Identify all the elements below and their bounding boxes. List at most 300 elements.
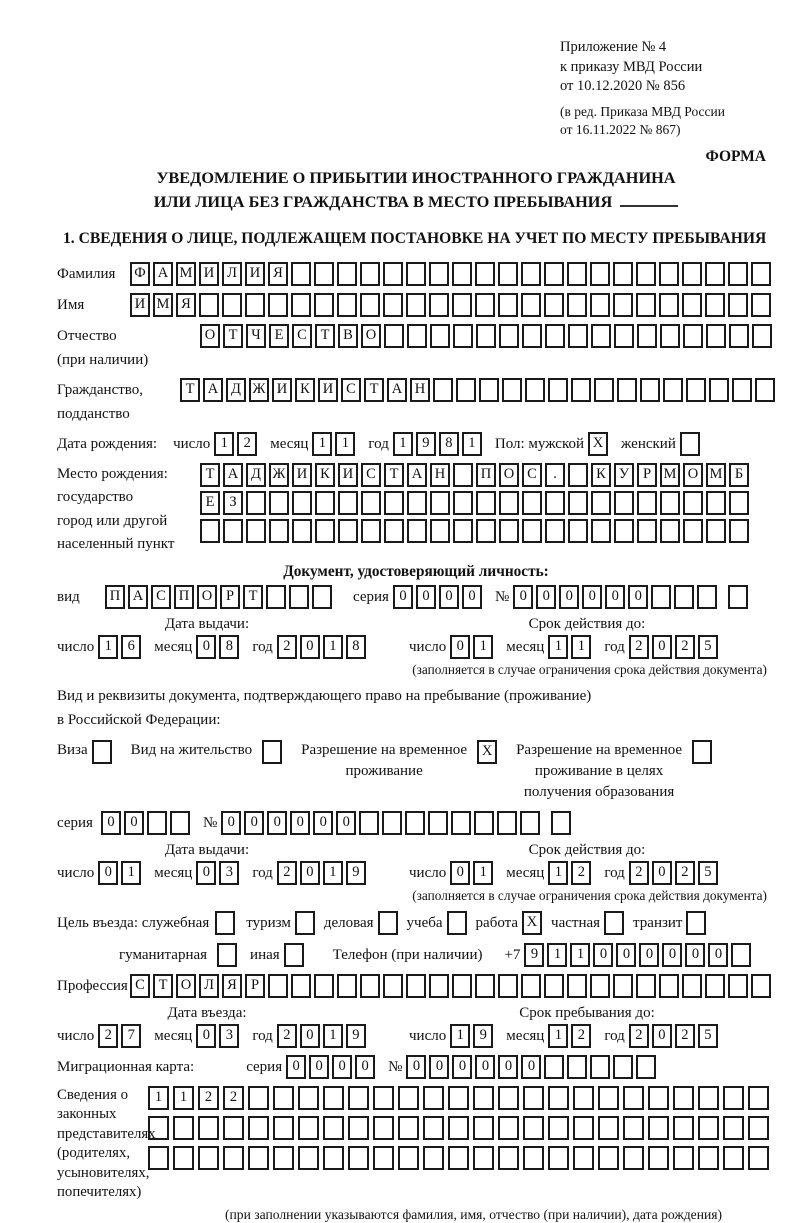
birthplace-char-box[interactable]: Т bbox=[384, 463, 404, 487]
profession-char-box[interactable] bbox=[291, 974, 311, 998]
migration-card-number-box[interactable]: 0 bbox=[406, 1055, 426, 1079]
birthplace-char-box[interactable] bbox=[430, 519, 450, 543]
firstname-char-box[interactable] bbox=[291, 293, 311, 317]
representatives-char-box[interactable] bbox=[323, 1116, 344, 1140]
residence-number-box[interactable]: 0 bbox=[244, 811, 264, 835]
patronymic-char-box[interactable]: Т bbox=[223, 324, 243, 348]
birthplace-char-box[interactable] bbox=[591, 491, 611, 515]
doc-kind-char-box[interactable]: Р bbox=[220, 585, 240, 609]
doc-issue-year-box[interactable]: 0 bbox=[300, 635, 320, 659]
phone-digit-box[interactable]: 1 bbox=[547, 943, 567, 967]
migration-card-number-box[interactable] bbox=[590, 1055, 610, 1079]
profession-char-box[interactable] bbox=[544, 974, 564, 998]
residence-number-box[interactable] bbox=[382, 811, 402, 835]
doc-kind-char-box[interactable] bbox=[266, 585, 286, 609]
phone-digit-box[interactable]: 0 bbox=[685, 943, 705, 967]
representatives-char-box[interactable] bbox=[698, 1146, 719, 1170]
representatives-char-box[interactable] bbox=[573, 1086, 594, 1110]
migration-card-number-box[interactable]: 0 bbox=[452, 1055, 472, 1079]
patronymic-char-box[interactable]: Е bbox=[269, 324, 289, 348]
birthplace-char-box[interactable] bbox=[292, 491, 312, 515]
citizenship-char-box[interactable]: Ж bbox=[249, 378, 269, 402]
entry-until-year-box[interactable]: 5 bbox=[698, 1024, 718, 1048]
visa-checkbox[interactable] bbox=[92, 740, 112, 764]
birthplace-char-box[interactable] bbox=[384, 491, 404, 515]
representatives-char-box[interactable] bbox=[598, 1146, 619, 1170]
citizenship-char-box[interactable]: И bbox=[272, 378, 292, 402]
residence-valid-day-box[interactable]: 1 bbox=[473, 861, 493, 885]
birthplace-char-box[interactable]: М bbox=[660, 463, 680, 487]
patronymic-char-box[interactable] bbox=[729, 324, 749, 348]
profession-char-box[interactable] bbox=[268, 974, 288, 998]
patronymic-char-box[interactable]: Т bbox=[315, 324, 335, 348]
birthplace-char-box[interactable] bbox=[545, 519, 565, 543]
residence-valid-month-box[interactable]: 2 bbox=[571, 861, 591, 885]
doc-number-box[interactable]: 0 bbox=[536, 585, 556, 609]
surname-char-box[interactable] bbox=[659, 262, 679, 286]
doc-kind-char-box[interactable] bbox=[289, 585, 309, 609]
migration-card-number-box[interactable]: 0 bbox=[498, 1055, 518, 1079]
birthplace-char-box[interactable] bbox=[407, 491, 427, 515]
doc-valid-year-box[interactable]: 0 bbox=[652, 635, 672, 659]
representatives-char-box[interactable] bbox=[698, 1086, 719, 1110]
birthplace-char-box[interactable]: З bbox=[223, 491, 243, 515]
birthplace-char-box[interactable]: И bbox=[292, 463, 312, 487]
residence-number-box[interactable]: 0 bbox=[267, 811, 287, 835]
profession-char-box[interactable] bbox=[728, 974, 748, 998]
entry-until-year-box[interactable]: 2 bbox=[629, 1024, 649, 1048]
doc-issue-month-box[interactable]: 0 bbox=[196, 635, 216, 659]
residence-number-box[interactable] bbox=[428, 811, 448, 835]
migration-card-number-box[interactable]: 0 bbox=[521, 1055, 541, 1079]
patronymic-char-box[interactable] bbox=[660, 324, 680, 348]
representatives-char-box[interactable] bbox=[348, 1116, 369, 1140]
representatives-char-box[interactable] bbox=[698, 1116, 719, 1140]
residence-series-box[interactable] bbox=[170, 811, 190, 835]
representatives-char-box[interactable] bbox=[398, 1086, 419, 1110]
birthplace-char-box[interactable] bbox=[683, 491, 703, 515]
residence-number-box[interactable] bbox=[451, 811, 471, 835]
profession-char-box[interactable] bbox=[498, 974, 518, 998]
surname-char-box[interactable] bbox=[475, 262, 495, 286]
surname-char-box[interactable] bbox=[728, 262, 748, 286]
birthplace-char-box[interactable] bbox=[729, 519, 749, 543]
purpose-study-checkbox[interactable] bbox=[447, 911, 467, 935]
migration-card-number-box[interactable] bbox=[544, 1055, 564, 1079]
citizenship-char-box[interactable]: С bbox=[341, 378, 361, 402]
firstname-char-box[interactable] bbox=[659, 293, 679, 317]
firstname-char-box[interactable] bbox=[337, 293, 357, 317]
profession-char-box[interactable] bbox=[613, 974, 633, 998]
representatives-char-box[interactable] bbox=[248, 1146, 269, 1170]
surname-char-box[interactable] bbox=[751, 262, 771, 286]
patronymic-char-box[interactable] bbox=[637, 324, 657, 348]
phone-digit-box[interactable]: 0 bbox=[639, 943, 659, 967]
birthplace-char-box[interactable] bbox=[499, 519, 519, 543]
phone-digit-box[interactable]: 0 bbox=[616, 943, 636, 967]
purpose-official-checkbox[interactable] bbox=[215, 911, 235, 935]
doc-issue-year-box[interactable]: 1 bbox=[323, 635, 343, 659]
doc-kind-char-box[interactable]: С bbox=[151, 585, 171, 609]
birthplace-char-box[interactable]: П bbox=[476, 463, 496, 487]
entry-year-box[interactable]: 0 bbox=[300, 1024, 320, 1048]
birthplace-char-box[interactable] bbox=[384, 519, 404, 543]
representatives-char-box[interactable] bbox=[623, 1086, 644, 1110]
representatives-char-box[interactable] bbox=[573, 1116, 594, 1140]
citizenship-char-box[interactable] bbox=[640, 378, 660, 402]
representatives-char-box[interactable] bbox=[173, 1116, 194, 1140]
birthplace-char-box[interactable] bbox=[453, 519, 473, 543]
firstname-char-box[interactable] bbox=[728, 293, 748, 317]
patronymic-char-box[interactable] bbox=[499, 324, 519, 348]
doc-number-box[interactable]: 0 bbox=[605, 585, 625, 609]
representatives-char-box[interactable] bbox=[323, 1146, 344, 1170]
birthplace-char-box[interactable] bbox=[660, 491, 680, 515]
birth-year-box[interactable]: 1 bbox=[393, 432, 413, 456]
firstname-char-box[interactable] bbox=[498, 293, 518, 317]
doc-series-box[interactable]: 0 bbox=[416, 585, 436, 609]
citizenship-char-box[interactable]: Т bbox=[364, 378, 384, 402]
firstname-char-box[interactable] bbox=[590, 293, 610, 317]
birthplace-char-box[interactable]: Ж bbox=[269, 463, 289, 487]
surname-char-box[interactable] bbox=[337, 262, 357, 286]
residence-series-box[interactable]: 0 bbox=[101, 811, 121, 835]
profession-char-box[interactable] bbox=[360, 974, 380, 998]
doc-valid-day-box[interactable]: 1 bbox=[473, 635, 493, 659]
representatives-char-box[interactable] bbox=[598, 1086, 619, 1110]
surname-char-box[interactable] bbox=[682, 262, 702, 286]
purpose-other-checkbox[interactable] bbox=[284, 943, 304, 967]
profession-char-box[interactable]: Я bbox=[222, 974, 242, 998]
representatives-char-box[interactable] bbox=[148, 1146, 169, 1170]
representatives-char-box[interactable] bbox=[298, 1116, 319, 1140]
representatives-char-box[interactable] bbox=[248, 1086, 269, 1110]
representatives-char-box[interactable] bbox=[473, 1086, 494, 1110]
doc-number-box[interactable] bbox=[651, 585, 671, 609]
doc-valid-year-box[interactable]: 2 bbox=[675, 635, 695, 659]
doc-valid-month-box[interactable]: 1 bbox=[548, 635, 568, 659]
patronymic-char-box[interactable] bbox=[453, 324, 473, 348]
migration-card-number-box[interactable] bbox=[567, 1055, 587, 1079]
residence-issue-year-box[interactable]: 9 bbox=[346, 861, 366, 885]
entry-until-month-box[interactable]: 2 bbox=[571, 1024, 591, 1048]
birthplace-char-box[interactable] bbox=[522, 491, 542, 515]
phone-digit-box[interactable]: 0 bbox=[662, 943, 682, 967]
representatives-char-box[interactable] bbox=[423, 1116, 444, 1140]
firstname-char-box[interactable] bbox=[406, 293, 426, 317]
representatives-char-box[interactable] bbox=[498, 1116, 519, 1140]
doc-number-box[interactable]: 0 bbox=[513, 585, 533, 609]
profession-char-box[interactable] bbox=[636, 974, 656, 998]
firstname-char-box[interactable] bbox=[429, 293, 449, 317]
birthplace-char-box[interactable] bbox=[200, 519, 220, 543]
surname-char-box[interactable] bbox=[429, 262, 449, 286]
birthplace-char-box[interactable] bbox=[637, 491, 657, 515]
birth-day-box[interactable]: 2 bbox=[237, 432, 257, 456]
birthplace-char-box[interactable] bbox=[269, 491, 289, 515]
surname-char-box[interactable]: Я bbox=[268, 262, 288, 286]
firstname-char-box[interactable] bbox=[544, 293, 564, 317]
representatives-char-box[interactable]: 1 bbox=[148, 1086, 169, 1110]
birth-year-box[interactable]: 1 bbox=[462, 432, 482, 456]
profession-char-box[interactable]: С bbox=[130, 974, 150, 998]
representatives-char-box[interactable] bbox=[298, 1146, 319, 1170]
representatives-char-box[interactable] bbox=[448, 1146, 469, 1170]
profession-char-box[interactable] bbox=[705, 974, 725, 998]
birthplace-char-box[interactable] bbox=[637, 519, 657, 543]
entry-day-box[interactable]: 7 bbox=[121, 1024, 141, 1048]
residence-number-box[interactable] bbox=[405, 811, 425, 835]
residence-issue-month-box[interactable]: 3 bbox=[219, 861, 239, 885]
representatives-char-box[interactable] bbox=[498, 1146, 519, 1170]
residence-issue-day-box[interactable]: 0 bbox=[98, 861, 118, 885]
birthplace-char-box[interactable] bbox=[522, 519, 542, 543]
representatives-char-box[interactable] bbox=[373, 1086, 394, 1110]
firstname-char-box[interactable] bbox=[199, 293, 219, 317]
citizenship-char-box[interactable] bbox=[433, 378, 453, 402]
profession-char-box[interactable] bbox=[337, 974, 357, 998]
representatives-char-box[interactable] bbox=[273, 1116, 294, 1140]
residence-issue-year-box[interactable]: 2 bbox=[277, 861, 297, 885]
phone-digit-box[interactable]: 1 bbox=[570, 943, 590, 967]
surname-char-box[interactable]: А bbox=[153, 262, 173, 286]
patronymic-char-box[interactable]: О bbox=[200, 324, 220, 348]
firstname-char-box[interactable] bbox=[613, 293, 633, 317]
birthplace-char-box[interactable] bbox=[476, 491, 496, 515]
patronymic-char-box[interactable] bbox=[614, 324, 634, 348]
birth-year-box[interactable]: 9 bbox=[416, 432, 436, 456]
firstname-char-box[interactable]: Я bbox=[176, 293, 196, 317]
representatives-char-box[interactable] bbox=[523, 1116, 544, 1140]
patronymic-char-box[interactable] bbox=[545, 324, 565, 348]
citizenship-char-box[interactable]: А bbox=[203, 378, 223, 402]
birthplace-char-box[interactable] bbox=[338, 519, 358, 543]
representatives-char-box[interactable] bbox=[323, 1086, 344, 1110]
representatives-char-box[interactable] bbox=[148, 1116, 169, 1140]
residence-issue-year-box[interactable]: 1 bbox=[323, 861, 343, 885]
representatives-char-box[interactable] bbox=[548, 1116, 569, 1140]
doc-kind-char-box[interactable] bbox=[312, 585, 332, 609]
birth-year-box[interactable]: 8 bbox=[439, 432, 459, 456]
representatives-char-box[interactable] bbox=[423, 1146, 444, 1170]
citizenship-char-box[interactable]: А bbox=[387, 378, 407, 402]
birthplace-char-box[interactable] bbox=[591, 519, 611, 543]
citizenship-char-box[interactable] bbox=[594, 378, 614, 402]
profession-char-box[interactable] bbox=[682, 974, 702, 998]
migration-card-number-box[interactable] bbox=[613, 1055, 633, 1079]
doc-number-box[interactable] bbox=[728, 585, 748, 609]
profession-char-box[interactable] bbox=[521, 974, 541, 998]
doc-number-box[interactable]: 0 bbox=[559, 585, 579, 609]
birthplace-char-box[interactable] bbox=[660, 519, 680, 543]
birthplace-char-box[interactable] bbox=[706, 519, 726, 543]
surname-char-box[interactable] bbox=[383, 262, 403, 286]
birthplace-char-box[interactable] bbox=[614, 491, 634, 515]
representatives-char-box[interactable] bbox=[723, 1086, 744, 1110]
profession-char-box[interactable] bbox=[429, 974, 449, 998]
surname-char-box[interactable] bbox=[452, 262, 472, 286]
representatives-char-box[interactable] bbox=[498, 1086, 519, 1110]
purpose-humanitarian-checkbox[interactable] bbox=[217, 943, 237, 967]
representatives-char-box[interactable] bbox=[723, 1116, 744, 1140]
birthplace-char-box[interactable] bbox=[568, 463, 588, 487]
surname-char-box[interactable] bbox=[590, 262, 610, 286]
birthplace-char-box[interactable]: С bbox=[522, 463, 542, 487]
patronymic-char-box[interactable] bbox=[568, 324, 588, 348]
birthplace-char-box[interactable] bbox=[614, 519, 634, 543]
birthplace-char-box[interactable] bbox=[453, 463, 473, 487]
migration-card-series-box[interactable]: 0 bbox=[309, 1055, 329, 1079]
profession-char-box[interactable]: Л bbox=[199, 974, 219, 998]
residence-valid-year-box[interactable]: 5 bbox=[698, 861, 718, 885]
profession-char-box[interactable] bbox=[314, 974, 334, 998]
purpose-tourism-checkbox[interactable] bbox=[295, 911, 315, 935]
doc-valid-day-box[interactable]: 0 bbox=[450, 635, 470, 659]
surname-char-box[interactable] bbox=[544, 262, 564, 286]
patronymic-char-box[interactable]: О bbox=[361, 324, 381, 348]
birthplace-char-box[interactable]: Д bbox=[246, 463, 266, 487]
patronymic-char-box[interactable]: С bbox=[292, 324, 312, 348]
doc-kind-char-box[interactable]: П bbox=[174, 585, 194, 609]
representatives-char-box[interactable] bbox=[623, 1116, 644, 1140]
profession-char-box[interactable] bbox=[567, 974, 587, 998]
birthplace-char-box[interactable]: Р bbox=[637, 463, 657, 487]
edu-permit-checkbox[interactable] bbox=[692, 740, 712, 764]
representatives-char-box[interactable] bbox=[648, 1086, 669, 1110]
representatives-char-box[interactable] bbox=[348, 1146, 369, 1170]
citizenship-char-box[interactable] bbox=[617, 378, 637, 402]
representatives-char-box[interactable] bbox=[523, 1086, 544, 1110]
migration-card-series-box[interactable]: 0 bbox=[332, 1055, 352, 1079]
doc-issue-year-box[interactable]: 8 bbox=[346, 635, 366, 659]
patronymic-char-box[interactable] bbox=[752, 324, 772, 348]
firstname-char-box[interactable] bbox=[751, 293, 771, 317]
surname-char-box[interactable] bbox=[360, 262, 380, 286]
birthplace-char-box[interactable] bbox=[706, 491, 726, 515]
patronymic-char-box[interactable] bbox=[522, 324, 542, 348]
representatives-char-box[interactable] bbox=[523, 1146, 544, 1170]
entry-month-box[interactable]: 3 bbox=[219, 1024, 239, 1048]
doc-valid-year-box[interactable]: 5 bbox=[698, 635, 718, 659]
representatives-char-box[interactable] bbox=[198, 1146, 219, 1170]
surname-char-box[interactable]: М bbox=[176, 262, 196, 286]
surname-char-box[interactable] bbox=[705, 262, 725, 286]
representatives-char-box[interactable]: 2 bbox=[198, 1086, 219, 1110]
patronymic-char-box[interactable] bbox=[476, 324, 496, 348]
representatives-char-box[interactable] bbox=[473, 1146, 494, 1170]
doc-number-box[interactable]: 0 bbox=[628, 585, 648, 609]
representatives-char-box[interactable] bbox=[373, 1116, 394, 1140]
patronymic-char-box[interactable] bbox=[683, 324, 703, 348]
purpose-work-checkbox[interactable]: X bbox=[522, 911, 542, 935]
residence-valid-year-box[interactable]: 2 bbox=[629, 861, 649, 885]
firstname-char-box[interactable]: М bbox=[153, 293, 173, 317]
birthplace-char-box[interactable] bbox=[246, 519, 266, 543]
citizenship-char-box[interactable] bbox=[571, 378, 591, 402]
doc-number-box[interactable] bbox=[697, 585, 717, 609]
doc-kind-char-box[interactable]: Т bbox=[243, 585, 263, 609]
firstname-char-box[interactable] bbox=[705, 293, 725, 317]
representatives-char-box[interactable] bbox=[448, 1116, 469, 1140]
residence-number-box[interactable] bbox=[359, 811, 379, 835]
representatives-char-box[interactable] bbox=[273, 1086, 294, 1110]
phone-digit-box[interactable]: 9 bbox=[524, 943, 544, 967]
birthplace-char-box[interactable] bbox=[292, 519, 312, 543]
representatives-char-box[interactable] bbox=[598, 1116, 619, 1140]
surname-char-box[interactable] bbox=[291, 262, 311, 286]
representatives-char-box[interactable] bbox=[373, 1146, 394, 1170]
surname-char-box[interactable] bbox=[613, 262, 633, 286]
entry-until-day-box[interactable]: 1 bbox=[450, 1024, 470, 1048]
patronymic-char-box[interactable] bbox=[430, 324, 450, 348]
firstname-char-box[interactable] bbox=[475, 293, 495, 317]
phone-digit-box[interactable]: 0 bbox=[708, 943, 728, 967]
birthplace-char-box[interactable]: А bbox=[223, 463, 243, 487]
doc-series-box[interactable]: 0 bbox=[462, 585, 482, 609]
phone-digit-box[interactable]: 0 bbox=[593, 943, 613, 967]
birthplace-char-box[interactable] bbox=[568, 491, 588, 515]
profession-char-box[interactable] bbox=[406, 974, 426, 998]
citizenship-char-box[interactable] bbox=[663, 378, 683, 402]
doc-kind-char-box[interactable]: А bbox=[128, 585, 148, 609]
representatives-char-box[interactable] bbox=[473, 1116, 494, 1140]
entry-year-box[interactable]: 9 bbox=[346, 1024, 366, 1048]
profession-char-box[interactable] bbox=[659, 974, 679, 998]
firstname-char-box[interactable] bbox=[636, 293, 656, 317]
surname-char-box[interactable] bbox=[498, 262, 518, 286]
representatives-char-box[interactable] bbox=[673, 1086, 694, 1110]
doc-valid-month-box[interactable]: 1 bbox=[571, 635, 591, 659]
residence-series-box[interactable]: 0 bbox=[124, 811, 144, 835]
citizenship-char-box[interactable] bbox=[525, 378, 545, 402]
surname-char-box[interactable] bbox=[636, 262, 656, 286]
birthplace-char-box[interactable]: Е bbox=[200, 491, 220, 515]
residence-number-box[interactable] bbox=[497, 811, 517, 835]
migration-card-number-box[interactable] bbox=[636, 1055, 656, 1079]
birthplace-char-box[interactable]: И bbox=[338, 463, 358, 487]
representatives-char-box[interactable] bbox=[648, 1116, 669, 1140]
birthplace-char-box[interactable]: Т bbox=[200, 463, 220, 487]
firstname-char-box[interactable] bbox=[452, 293, 472, 317]
birthplace-char-box[interactable] bbox=[683, 519, 703, 543]
firstname-char-box[interactable] bbox=[682, 293, 702, 317]
representatives-char-box[interactable] bbox=[673, 1146, 694, 1170]
purpose-business-checkbox[interactable] bbox=[378, 911, 398, 935]
profession-char-box[interactable]: Р bbox=[245, 974, 265, 998]
representatives-char-box[interactable] bbox=[748, 1146, 769, 1170]
birthplace-char-box[interactable] bbox=[453, 491, 473, 515]
representatives-char-box[interactable] bbox=[548, 1146, 569, 1170]
surname-char-box[interactable] bbox=[314, 262, 334, 286]
entry-year-box[interactable]: 2 bbox=[277, 1024, 297, 1048]
citizenship-char-box[interactable]: Т bbox=[180, 378, 200, 402]
representatives-char-box[interactable] bbox=[548, 1086, 569, 1110]
representatives-char-box[interactable] bbox=[198, 1116, 219, 1140]
representatives-char-box[interactable]: 1 bbox=[173, 1086, 194, 1110]
representatives-char-box[interactable] bbox=[298, 1086, 319, 1110]
firstname-char-box[interactable] bbox=[521, 293, 541, 317]
entry-until-year-box[interactable]: 2 bbox=[675, 1024, 695, 1048]
patronymic-char-box[interactable]: В bbox=[338, 324, 358, 348]
entry-month-box[interactable]: 0 bbox=[196, 1024, 216, 1048]
profession-char-box[interactable] bbox=[475, 974, 495, 998]
firstname-char-box[interactable]: И bbox=[130, 293, 150, 317]
citizenship-char-box[interactable] bbox=[456, 378, 476, 402]
citizenship-char-box[interactable] bbox=[502, 378, 522, 402]
birthplace-char-box[interactable] bbox=[223, 519, 243, 543]
profession-char-box[interactable] bbox=[383, 974, 403, 998]
birth-month-box[interactable]: 1 bbox=[335, 432, 355, 456]
